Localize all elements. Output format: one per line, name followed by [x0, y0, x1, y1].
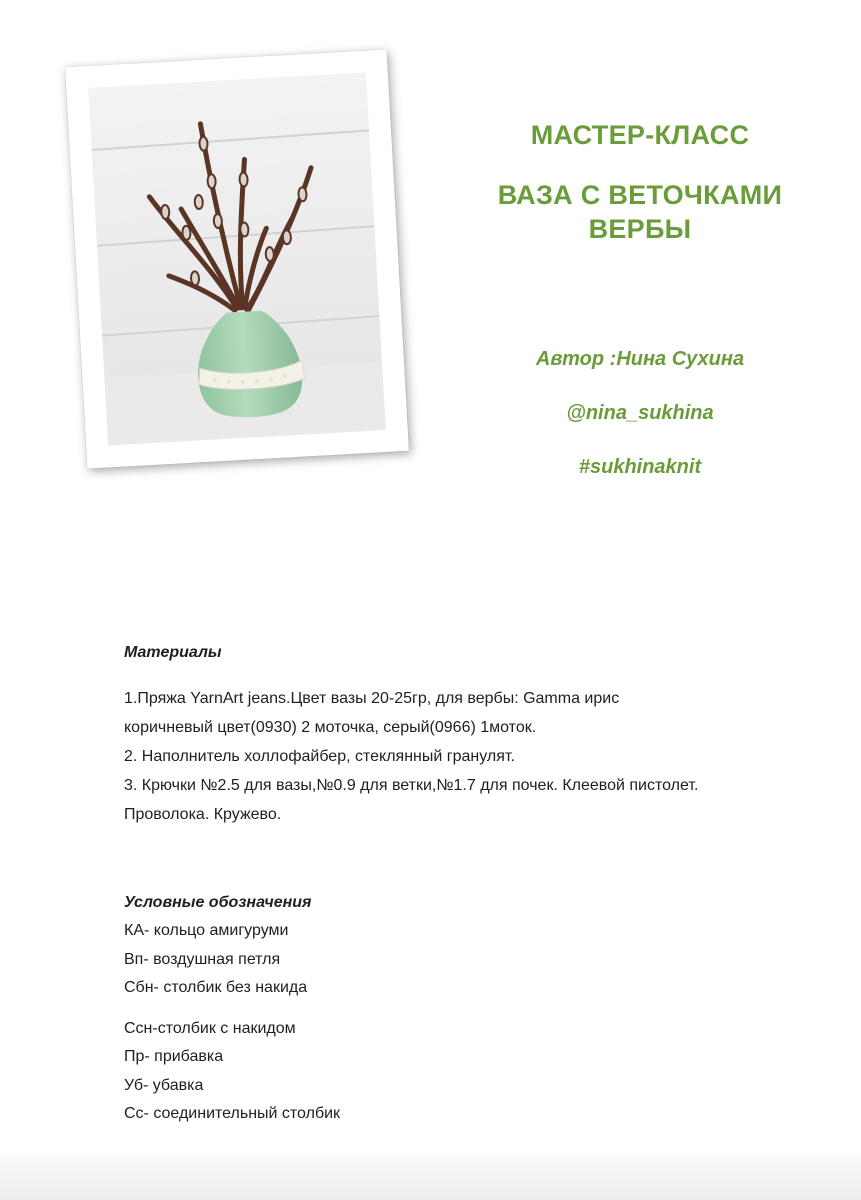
page-bottom-edge	[0, 1154, 861, 1200]
legend-spacer	[124, 1003, 824, 1015]
author-name: Автор :Нина Сухина	[535, 348, 745, 370]
materials-line: 1.Пряжа YarnArt jeans.Цвет вазы 20-25гр, для вербы: Gamma ирис	[124, 690, 620, 707]
instagram-handle: @nina_sukhina	[566, 402, 714, 424]
title-vase-with-branches: ВАЗА С ВЕТОЧКАМИ	[497, 180, 783, 210]
title-master-class: МАСТЕР-КЛАСС	[530, 120, 750, 150]
materials-heading: Материалы	[124, 644, 222, 661]
photo-card	[65, 49, 409, 468]
legend-item: Вп- воздушная петля	[124, 950, 281, 968]
legend-section	[124, 888, 824, 1129]
legend-item: Сбн- столбик без накида	[124, 979, 308, 996]
legend-item: КА- кольцо амигуруми	[124, 922, 289, 939]
vase-photo	[88, 73, 386, 446]
materials-section	[124, 644, 824, 829]
title-block	[440, 118, 840, 246]
legend-item: Уб- убавка	[124, 1076, 204, 1094]
legend-item: Ссн-столбик с накидом	[124, 1019, 296, 1037]
author-block	[440, 342, 840, 504]
materials-line: Проволока. Кружево.	[124, 806, 282, 823]
legend-item: Пр- прибавка	[124, 1048, 224, 1065]
title-willow: ВЕРБЫ	[588, 214, 692, 244]
legend-item: Сс- соединительный столбик	[124, 1105, 341, 1122]
materials-line: коричневый цвет(0930) 2 моточка, серый(0966) 1моток.	[124, 719, 537, 736]
materials-line: 3. Крючки №2.5 для вазы,№0.9 для ветки,№1.7 для почек. Клеевой пистолет.	[124, 777, 699, 794]
materials-line: 2. Наполнитель холлофайбер, стеклянный гранулят.	[124, 748, 515, 765]
hashtag: #sukhinaknit	[578, 456, 702, 478]
vase-illustration	[88, 73, 386, 446]
legend-heading: Условные обозначения	[124, 894, 312, 911]
